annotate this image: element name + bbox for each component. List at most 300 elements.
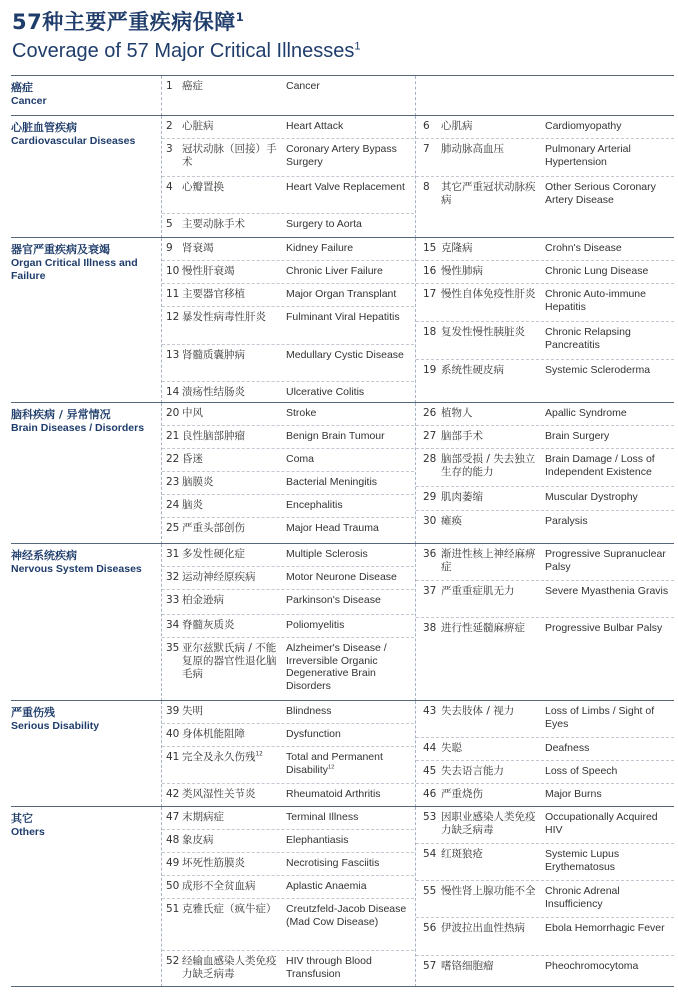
illness-name-en-text: Apallic Syndrome xyxy=(545,407,627,419)
illness-name-en-text: Elephantiasis xyxy=(286,834,349,846)
illness-name-en-text: Bacterial Meningitis xyxy=(286,476,378,488)
illness-item xyxy=(416,544,674,581)
illness-number: 15 xyxy=(423,242,437,254)
illness-name-en-text: Crohn's Disease xyxy=(545,242,622,254)
illness-item xyxy=(162,951,414,987)
illness-item xyxy=(162,876,414,899)
illness-number: 3 xyxy=(166,143,173,155)
illness-name-en xyxy=(286,218,414,231)
illness-name-zh-wrap xyxy=(441,705,539,718)
illness-item xyxy=(416,511,674,544)
illness-number: 21 xyxy=(166,430,180,442)
illness-name-zh: 嗜铬细胞瘤 xyxy=(441,960,494,972)
illness-name-zh: 肺动脉高血压 xyxy=(441,143,504,155)
illness-name-zh: 肾髓质囊肿病 xyxy=(182,349,245,361)
category-en: Cardiovascular Diseases xyxy=(11,135,136,147)
bottom-rule xyxy=(11,986,674,987)
illness-item xyxy=(416,701,674,738)
illness-name-en-text: Systemic Scleroderma xyxy=(545,364,651,376)
footnote-ref: 12 xyxy=(255,751,263,758)
illness-name-zh-wrap xyxy=(441,848,539,861)
illness-name-zh-wrap xyxy=(441,765,539,778)
illness-number: 25 xyxy=(166,522,180,534)
illness-name-zh: 溃疡性结肠炎 xyxy=(182,386,245,398)
illness-name-en-text: Heart Valve Replacement xyxy=(286,181,405,193)
illness-name-zh-wrap xyxy=(441,453,539,479)
illness-name-en xyxy=(286,80,414,93)
column-divider xyxy=(415,76,416,116)
illness-name-zh: 中风 xyxy=(182,407,203,419)
illness-name-en-text: Chronic Liver Failure xyxy=(286,265,383,277)
illness-name-zh-wrap xyxy=(441,143,539,156)
illness-item xyxy=(162,139,414,177)
illness-name-en-text: Necrotising Fasciitis xyxy=(286,857,380,869)
illness-item xyxy=(162,449,414,472)
illness-name-en xyxy=(545,364,674,377)
illness-number: 53 xyxy=(423,811,437,823)
illness-name-zh: 亚尔兹默氏病 / 不能复原的器官性退化脑毛病 xyxy=(182,642,277,680)
illness-name-en xyxy=(545,960,674,973)
illness-name-zh-wrap xyxy=(182,349,282,362)
illness-name-en-text: Surgery to Aorta xyxy=(286,218,362,230)
illness-item xyxy=(416,581,674,618)
illness-name-en xyxy=(286,453,414,466)
category-label xyxy=(11,408,155,435)
illness-item xyxy=(162,807,414,830)
illness-number: 46 xyxy=(423,788,437,800)
illness-item xyxy=(162,638,414,701)
illness-item xyxy=(416,487,674,511)
illness-item xyxy=(162,615,414,638)
illness-name-en-text: Dysfunction xyxy=(286,728,341,740)
illness-name-en xyxy=(286,430,414,443)
category-en: Others xyxy=(11,826,45,838)
illness-name-zh: 失明 xyxy=(182,705,203,717)
illness-item xyxy=(162,830,414,853)
illness-number: 52 xyxy=(166,955,180,967)
category-label xyxy=(11,121,155,148)
illness-name-en xyxy=(286,955,414,980)
illness-name-zh-wrap xyxy=(182,143,282,169)
illness-number: 30 xyxy=(423,515,437,527)
illness-number: 47 xyxy=(166,811,180,823)
illness-name-zh: 严重头部创伤 xyxy=(182,522,245,534)
illness-name-zh: 类风湿性关节炎 xyxy=(182,788,256,800)
illness-name-en xyxy=(286,594,414,607)
illness-number: 26 xyxy=(423,407,437,419)
illness-name-zh-wrap xyxy=(182,834,282,847)
illness-column-right xyxy=(416,238,674,403)
illness-name-zh-wrap xyxy=(182,311,282,324)
illness-item xyxy=(416,618,674,701)
illness-number: 54 xyxy=(423,848,437,860)
illness-name-en-text: Encephalitis xyxy=(286,499,343,511)
illness-name-zh-wrap xyxy=(182,642,282,681)
illness-number: 56 xyxy=(423,922,437,934)
illness-name-zh-wrap xyxy=(441,922,539,935)
illness-item xyxy=(416,761,674,784)
illness-name-en-text: Loss of Speech xyxy=(545,765,618,777)
illness-name-en-text: Poliomyelitis xyxy=(286,619,345,631)
illness-item xyxy=(416,403,674,426)
illness-item xyxy=(162,899,414,951)
illness-name-zh-wrap xyxy=(182,218,282,231)
illness-name-zh-wrap xyxy=(182,705,282,718)
section-cancer xyxy=(11,75,674,116)
illness-name-en xyxy=(545,288,674,313)
illness-name-zh: 脑部手术 xyxy=(441,430,483,442)
illness-name-zh: 瘫痪 xyxy=(441,515,462,527)
illness-number: 10 xyxy=(166,265,180,277)
illness-item xyxy=(416,284,674,322)
illness-column-left xyxy=(162,116,414,238)
illness-name-zh: 运动神经原疾病 xyxy=(182,571,256,583)
illness-name-zh-wrap xyxy=(441,515,539,528)
illness-item xyxy=(416,881,674,918)
illness-name-zh: 经输血感染人类免疫力缺乏病毒 xyxy=(182,955,277,980)
illness-name-en-text: Occupationally Acquired HIV xyxy=(545,811,658,836)
illness-item xyxy=(162,472,414,495)
illness-name-en xyxy=(545,922,674,935)
illness-name-zh-wrap xyxy=(441,120,539,133)
illness-name-zh: 因职业感染人类免疫力缺乏病毒 xyxy=(441,811,536,836)
illness-item xyxy=(162,853,414,876)
illness-name-zh-wrap xyxy=(441,288,539,301)
illness-name-en-text: Coronary Artery Bypass Surgery xyxy=(286,143,397,168)
illness-number: 2 xyxy=(166,120,173,132)
illness-number: 22 xyxy=(166,453,180,465)
illness-name-zh: 失去肢体 / 视力 xyxy=(441,705,515,717)
illness-item xyxy=(416,807,674,844)
illness-name-en xyxy=(286,811,414,824)
illness-name-en xyxy=(286,311,414,324)
illness-number: 32 xyxy=(166,571,180,583)
illness-name-zh-wrap xyxy=(182,120,282,133)
illness-column-right xyxy=(416,544,674,701)
illness-name-en-text: Alzheimer's Disease / Irreversible Organic Degenerative Brain Disorders xyxy=(286,642,387,692)
illness-item xyxy=(416,322,674,360)
illness-name-en-text: Ulcerative Colitis xyxy=(286,386,365,398)
category-en: Brain Diseases / Disorders xyxy=(11,422,145,434)
illness-name-zh: 身体机能阻障 xyxy=(182,728,245,740)
category-en: Nervous System Diseases xyxy=(11,563,142,575)
category-zh: 脑科疾病 / 异常情况 xyxy=(11,408,111,421)
illness-number: 8 xyxy=(423,181,430,193)
illness-name-en xyxy=(286,571,414,584)
illness-name-zh-wrap xyxy=(441,811,539,837)
illness-item xyxy=(162,724,414,747)
illness-name-en xyxy=(545,265,674,278)
illness-name-zh-wrap xyxy=(441,491,539,504)
illness-name-zh: 末期病症 xyxy=(182,811,224,823)
illness-item xyxy=(416,844,674,881)
section-disability xyxy=(11,700,674,807)
illness-name-zh: 主要器官移植 xyxy=(182,288,245,300)
illness-column-left xyxy=(162,807,414,987)
illness-name-zh: 象皮病 xyxy=(182,834,214,846)
illness-item xyxy=(162,426,414,449)
illness-name-en-text: Stroke xyxy=(286,407,317,419)
illness-name-zh: 伊波拉出血性热病 xyxy=(441,922,525,934)
illness-number: 7 xyxy=(423,143,430,155)
illness-name-zh: 严重重症肌无力 xyxy=(441,585,515,597)
illness-number: 16 xyxy=(423,265,437,277)
category-en: Organ Critical Illness and Failure xyxy=(11,257,138,282)
illness-number: 37 xyxy=(423,585,437,597)
illness-name-en xyxy=(545,491,674,504)
illness-name-en-text: Benign Brain Tumour xyxy=(286,430,385,442)
illness-name-zh: 进行性延髓麻痹症 xyxy=(441,622,525,634)
illness-name-en-text: Blindness xyxy=(286,705,332,717)
illness-name-zh: 心肌病 xyxy=(441,120,473,132)
illness-name-en xyxy=(545,515,674,528)
category-label xyxy=(11,812,155,839)
illness-item xyxy=(162,345,414,382)
illness-item xyxy=(162,495,414,518)
illness-name-en-text: Other Serious Coronary Artery Disease xyxy=(545,181,656,206)
illness-number: 34 xyxy=(166,619,180,631)
illness-name-zh-wrap xyxy=(182,430,282,443)
illness-number: 4 xyxy=(166,181,173,193)
illness-name-zh-wrap xyxy=(441,242,539,255)
illness-item xyxy=(162,76,414,116)
illness-item xyxy=(162,747,414,784)
illness-item xyxy=(416,116,674,139)
illness-item xyxy=(162,403,414,426)
illness-name-zh: 昏迷 xyxy=(182,453,203,465)
illness-name-zh: 植物人 xyxy=(441,407,473,419)
illness-name-zh: 渐进性核上神经麻痹症 xyxy=(441,548,536,573)
illness-name-en xyxy=(545,407,674,420)
illness-name-zh-wrap xyxy=(441,265,539,278)
illness-number: 57 xyxy=(423,960,437,972)
illness-name-en-text: Deafness xyxy=(545,742,590,754)
illness-name-en-text: Rheumatoid Arthritis xyxy=(286,788,381,800)
category-zh: 其它 xyxy=(11,812,33,825)
illness-item xyxy=(162,567,414,590)
illness-name-zh-wrap xyxy=(182,619,282,632)
illness-name-en-text: Loss of Limbs / Sight of Eyes xyxy=(545,705,655,730)
illness-name-en-text: Chronic Auto-immune Hepatitis xyxy=(545,288,646,313)
illness-name-en-text: Muscular Dystrophy xyxy=(545,491,638,503)
illness-name-zh-wrap xyxy=(182,571,282,584)
illness-number: 9 xyxy=(166,242,173,254)
illness-name-zh: 坏死性筋膜炎 xyxy=(182,857,245,869)
illness-number: 24 xyxy=(166,499,180,511)
illness-name-en-text: Multiple Sclerosis xyxy=(286,548,368,560)
illness-name-zh-wrap xyxy=(182,857,282,870)
illness-name-en-text: Medullary Cystic Disease xyxy=(286,349,404,361)
illness-number: 17 xyxy=(423,288,437,300)
illness-name-zh: 肾衰竭 xyxy=(182,242,214,254)
illness-name-en xyxy=(545,548,674,573)
illness-number: 49 xyxy=(166,857,180,869)
illness-name-en xyxy=(286,857,414,870)
illness-number: 51 xyxy=(166,903,180,915)
illness-name-zh-wrap xyxy=(441,885,539,898)
illness-item xyxy=(416,956,674,987)
illness-number: 36 xyxy=(423,548,437,560)
illness-number: 44 xyxy=(423,742,437,754)
illness-number: 18 xyxy=(423,326,437,338)
illness-number: 14 xyxy=(166,386,180,398)
illness-column-left xyxy=(162,701,414,807)
illness-column-right xyxy=(416,807,674,987)
illness-name-en-text: HIV through Blood Transfusion xyxy=(286,955,372,980)
illness-name-zh-wrap xyxy=(182,181,282,194)
illness-name-en-text: Major Head Trauma xyxy=(286,522,379,534)
illness-name-zh: 系统性硬皮病 xyxy=(441,364,504,376)
illness-name-zh-wrap xyxy=(441,407,539,420)
illness-number: 39 xyxy=(166,705,180,717)
illness-name-en-text: Chronic Adrenal Insufficiency xyxy=(545,885,620,910)
illness-number: 42 xyxy=(166,788,180,800)
illness-name-zh-wrap xyxy=(182,788,282,801)
illness-name-zh-wrap xyxy=(182,242,282,255)
illness-number: 43 xyxy=(423,705,437,717)
illness-item xyxy=(416,139,674,177)
illness-name-zh-wrap xyxy=(182,265,282,278)
illness-name-en-text: Major Burns xyxy=(545,788,602,800)
illness-name-en-text: Severe Myasthenia Gravis xyxy=(545,585,669,597)
category-label xyxy=(11,243,155,282)
category-en: Cancer xyxy=(11,95,47,107)
illness-name-zh: 肌肉萎缩 xyxy=(441,491,483,503)
illness-item xyxy=(162,784,414,807)
illness-name-zh-wrap xyxy=(182,955,282,981)
illness-name-en xyxy=(286,880,414,893)
illness-item xyxy=(162,116,414,139)
illness-number: 11 xyxy=(166,288,180,300)
illness-name-zh-wrap xyxy=(182,880,282,893)
illness-name-zh: 心脏病 xyxy=(182,120,214,132)
illness-name-zh: 严重烧伤 xyxy=(441,788,483,800)
illness-name-en xyxy=(545,765,674,778)
illness-name-en xyxy=(286,548,414,561)
illness-name-en xyxy=(545,181,674,206)
illness-name-en xyxy=(286,834,414,847)
illness-name-en-text: Fulminant Viral Hepatitis xyxy=(286,311,400,323)
page-title-zh: 57种主要严重疾病保障$^1$ xyxy=(12,10,245,34)
category-zh: 心脏血管疾病 xyxy=(11,121,77,134)
illness-item xyxy=(416,360,674,403)
illness-name-zh-wrap xyxy=(441,326,539,339)
illness-name-en-text: Cardiomyopathy xyxy=(545,120,622,132)
illness-name-en-text: Kidney Failure xyxy=(286,242,354,254)
illness-name-en-text: Coma xyxy=(286,453,315,465)
section-nervous xyxy=(11,543,674,701)
illness-column-left xyxy=(162,76,414,116)
illness-name-en xyxy=(286,751,414,776)
illness-name-zh: 癌症 xyxy=(182,80,203,92)
illness-column-right xyxy=(416,701,674,807)
illness-name-en xyxy=(286,181,414,194)
illness-name-en xyxy=(545,811,674,836)
illness-name-zh: 慢性肾上腺功能不全 xyxy=(441,885,536,897)
illness-name-zh-wrap xyxy=(182,386,282,399)
illness-name-en xyxy=(545,622,674,635)
illness-item xyxy=(162,307,414,345)
illness-name-en xyxy=(545,453,674,478)
illness-name-en xyxy=(286,386,414,399)
illness-name-en xyxy=(286,265,414,278)
illness-name-zh-wrap xyxy=(441,430,539,443)
illness-item xyxy=(162,590,414,615)
illness-number: 50 xyxy=(166,880,180,892)
illness-name-zh: 主要动脉手术 xyxy=(182,218,245,230)
illness-name-en-text: Creutzfeld-Jacob Disease (Mad Cow Disease) xyxy=(286,903,407,928)
illness-number: 20 xyxy=(166,407,180,419)
illness-name-en-text: Brain Surgery xyxy=(545,430,610,442)
illness-item xyxy=(416,426,674,449)
illness-name-en-text: Systemic Lupus Erythematosus xyxy=(545,848,620,873)
section-brain xyxy=(11,402,674,544)
illness-name-en xyxy=(286,705,414,718)
page-title-en: Coverage of 57 Major Critical Illnesses$^1$ xyxy=(12,40,361,62)
illness-name-en-text: Major Organ Transplant xyxy=(286,288,397,300)
illness-name-zh-wrap xyxy=(182,548,282,561)
illness-name-zh: 慢性肝衰竭 xyxy=(182,265,235,277)
illness-name-zh: 多发性硬化症 xyxy=(182,548,245,560)
category-zh: 器官严重疾病及衰竭 xyxy=(11,243,110,256)
illness-name-zh-wrap xyxy=(441,364,539,377)
illness-item xyxy=(416,918,674,956)
illness-number: 19 xyxy=(423,364,437,376)
illness-number: 31 xyxy=(166,548,180,560)
illness-name-zh-wrap xyxy=(182,811,282,824)
illness-name-zh: 克雅氏症（疯牛症） xyxy=(182,903,277,915)
illness-name-en-text: Parkinson's Disease xyxy=(286,594,381,606)
illness-item xyxy=(162,518,414,544)
illness-name-en xyxy=(286,288,414,301)
illness-name-en xyxy=(286,120,414,133)
illness-number: 6 xyxy=(423,120,430,132)
illness-number: 12 xyxy=(166,311,180,323)
illness-name-en-text: Terminal Illness xyxy=(286,811,359,823)
illness-name-en xyxy=(286,407,414,420)
illness-number: 38 xyxy=(423,622,437,634)
illness-number: 27 xyxy=(423,430,437,442)
illness-number: 23 xyxy=(166,476,180,488)
illness-name-zh: 失聪 xyxy=(441,742,462,754)
illness-name-en-text: Chronic Relapsing Pancreatitis xyxy=(545,326,631,351)
illness-item xyxy=(162,544,414,567)
illness-name-zh-wrap xyxy=(441,548,539,574)
illness-item xyxy=(416,738,674,761)
illness-name-en xyxy=(545,742,674,755)
illness-name-zh: 慢性肺病 xyxy=(441,265,483,277)
section-organ xyxy=(11,237,674,403)
illness-name-en-text: Total and Permanent Disability xyxy=(286,751,383,776)
illness-name-en-text: Heart Attack xyxy=(286,120,344,132)
illness-number: 40 xyxy=(166,728,180,740)
illness-number: 41 xyxy=(166,751,180,763)
illness-column-left xyxy=(162,544,414,701)
illness-name-zh-wrap xyxy=(182,288,282,301)
illness-name-zh-wrap xyxy=(182,594,282,607)
illness-name-zh-wrap xyxy=(441,788,539,801)
illness-name-en xyxy=(545,585,674,598)
category-label xyxy=(11,706,155,733)
illness-name-en xyxy=(545,705,674,730)
illness-name-en xyxy=(286,476,414,489)
illness-name-en xyxy=(286,242,414,255)
illness-name-en xyxy=(286,642,414,692)
illness-name-en-text: Progressive Bulbar Palsy xyxy=(545,622,663,634)
illness-name-zh-wrap xyxy=(182,453,282,466)
illness-item xyxy=(162,238,414,261)
illness-name-zh: 成形不全贫血病 xyxy=(182,880,256,892)
